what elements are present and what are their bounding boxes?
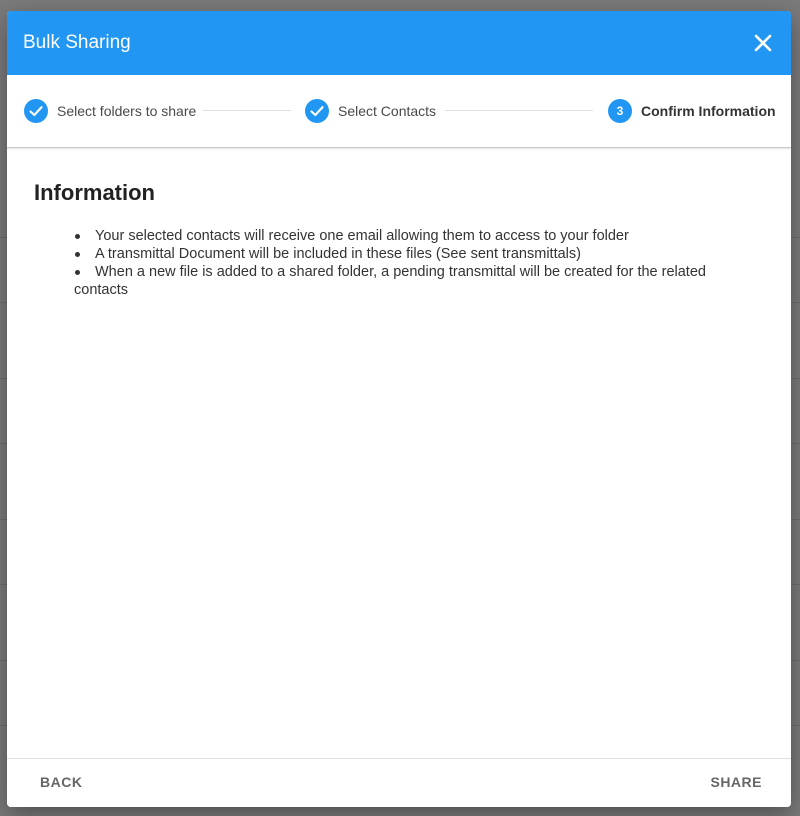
bulk-sharing-dialog (7, 11, 791, 807)
step-number-badge (608, 99, 632, 123)
list-item (74, 245, 754, 263)
back-button[interactable]: BACK (40, 774, 83, 790)
information-list (74, 227, 754, 299)
step-label: Select Contacts (338, 103, 437, 119)
step-label: Select folders to share (57, 103, 197, 119)
check-icon (309, 103, 325, 119)
list-item (74, 227, 754, 245)
stepper (7, 75, 791, 148)
step-connector (203, 110, 291, 111)
check-icon (28, 103, 44, 119)
step-number: 3 (616, 104, 624, 118)
list-item (74, 263, 754, 299)
bullet-icon (75, 234, 80, 239)
close-button[interactable] (749, 29, 777, 57)
list-item-text: When a new file is added to a shared folder, a pending transmittal will be created for the related contacts (74, 264, 706, 298)
dialog-header (7, 11, 791, 75)
dialog-content (7, 148, 791, 758)
close-icon (749, 29, 777, 57)
step-select-folders[interactable] (24, 98, 196, 124)
list-item-text: A transmittal Document will be included in these files (See sent transmittals) (95, 246, 581, 262)
step-confirm-information[interactable] (608, 98, 776, 124)
step-completed-badge (305, 99, 329, 123)
dialog-footer (7, 758, 791, 807)
step-label: Confirm Information (641, 103, 776, 119)
information-heading: Information (34, 180, 155, 205)
step-select-contacts[interactable] (305, 98, 436, 124)
dialog-title: Bulk Sharing (23, 32, 131, 53)
step-connector (445, 110, 593, 111)
list-item-text: Your selected contacts will receive one email allowing them to access to your folder (95, 228, 629, 244)
bullet-icon (75, 270, 80, 275)
step-completed-badge (24, 99, 48, 123)
bullet-icon (75, 252, 80, 257)
share-button[interactable]: SHARE (710, 774, 762, 790)
